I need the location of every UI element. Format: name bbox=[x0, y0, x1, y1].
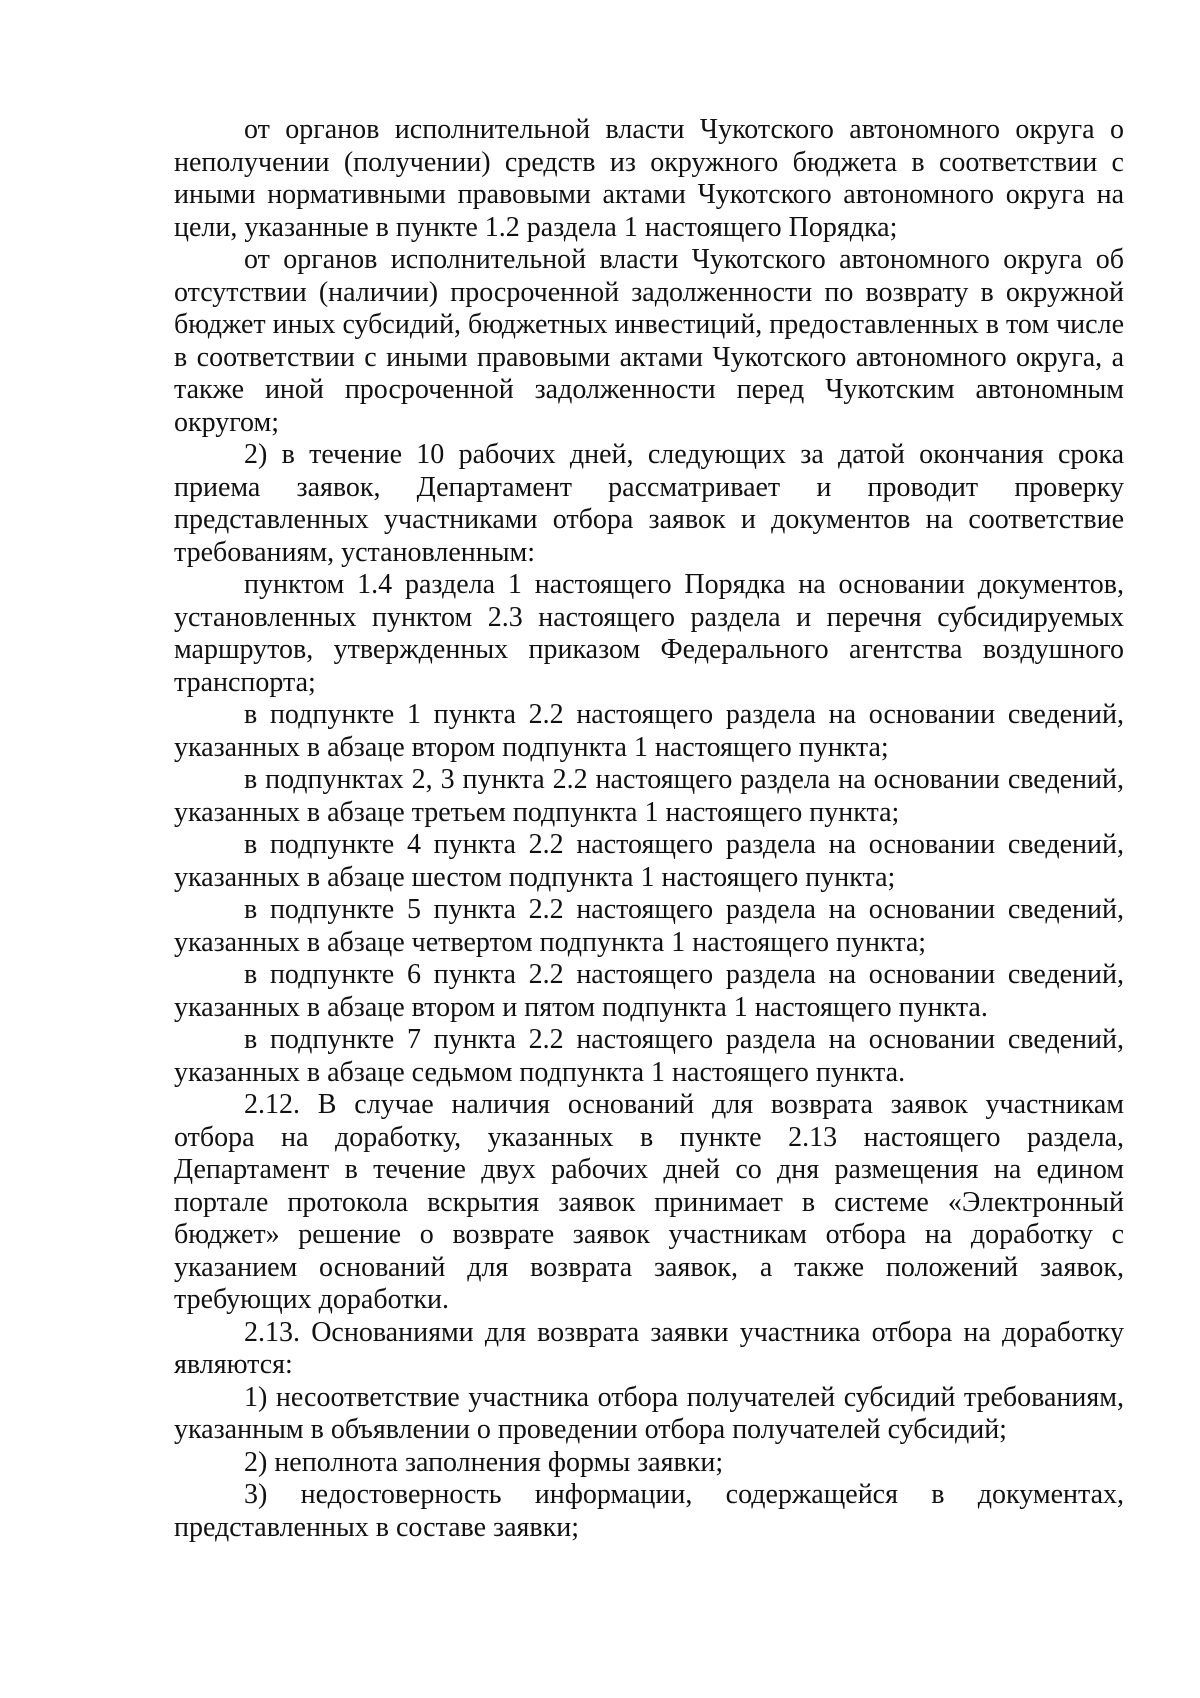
paragraph: от органов исполнительной власти Чукотского автономного округа о неполучении (получении) средств из окружного бюджета в соответствии с иными нормативными правовыми актами Чукотского автономного округа на цели, указанные в пункте 1.2 раздела 1 настоящего Порядка; bbox=[174, 114, 1124, 243]
paragraph: в подпункте 7 пункта 2.2 настоящего раздела на основании сведений, указанных в абзаце седьмом подпункта 1 настоящего пункта. bbox=[174, 1024, 1124, 1088]
paragraph: пунктом 1.4 раздела 1 настоящего Порядка на основании документов, установленных пунктом 2.3 настоящего раздела и перечня субсидируемых маршрутов, утвержденных приказом Федерального агентства воздушного транспорта; bbox=[174, 569, 1124, 698]
paragraph: от органов исполнительной власти Чукотского автономного округа об отсутствии (наличии) просроченной задолженности по возврату в окружной бюджет иных субсидий, бюджетных инвестиций, предоставленных в том числе в соответствии с иными правовыми актами Чукотского автономного округа, а также иной просроченной задолженности перед Чукотским автономным округом; bbox=[174, 244, 1124, 438]
paragraph: в подпунктах 2, 3 пункта 2.2 настоящего раздела на основании сведений, указанных в абзаце третьем подпункта 1 настоящего пункта; bbox=[174, 764, 1124, 828]
paragraph: в подпункте 6 пункта 2.2 настоящего раздела на основании сведений, указанных в абзаце втором и пятом подпункта 1 настоящего пункта. bbox=[174, 959, 1124, 1023]
paragraph: 2) в течение 10 рабочих дней, следующих за датой окончания срока приема заявок, Департамент рассматривает и проводит проверку представленных участниками отбора заявок и документов на соответствие требованиям, установленным: bbox=[174, 439, 1124, 568]
paragraph: 2) неполнота заполнения формы заявки; bbox=[244, 1446, 724, 1478]
paragraph: 2.13. Основаниями для возврата заявки участника отбора на доработку являются: bbox=[174, 1316, 1124, 1380]
document-page bbox=[174, 114, 1124, 1544]
paragraph: 3) недостоверность информации, содержащейся в документах, представленных в составе заявки; bbox=[174, 1479, 1124, 1543]
paragraph: 2.12. В случае наличия оснований для возврата заявок участникам отбора на доработку, указанных в пункте 2.13 настоящего раздела, Департамент в течение двух рабочих дней со дня размещения на едином портале протокола вскрытия заявок принимает в системе «Электронный бюджет» решение о возврате заявок участникам отбора на доработку с указанием оснований для возврата заявок, а также положений заявок, требующих доработки. bbox=[174, 1089, 1124, 1315]
paragraph: в подпункте 4 пункта 2.2 настоящего раздела на основании сведений, указанных в абзаце шестом подпункта 1 настоящего пункта; bbox=[174, 829, 1124, 893]
paragraph: в подпункте 1 пункта 2.2 настоящего раздела на основании сведений, указанных в абзаце втором подпункта 1 настоящего пункта; bbox=[174, 699, 1124, 763]
paragraph: в подпункте 5 пункта 2.2 настоящего раздела на основании сведений, указанных в абзаце четвертом подпункта 1 настоящего пункта; bbox=[174, 894, 1124, 958]
paragraph: 1) несоответствие участника отбора получателей субсидий требованиям, указанным в объявлении о проведении отбора получателей субсидий; bbox=[174, 1381, 1124, 1445]
